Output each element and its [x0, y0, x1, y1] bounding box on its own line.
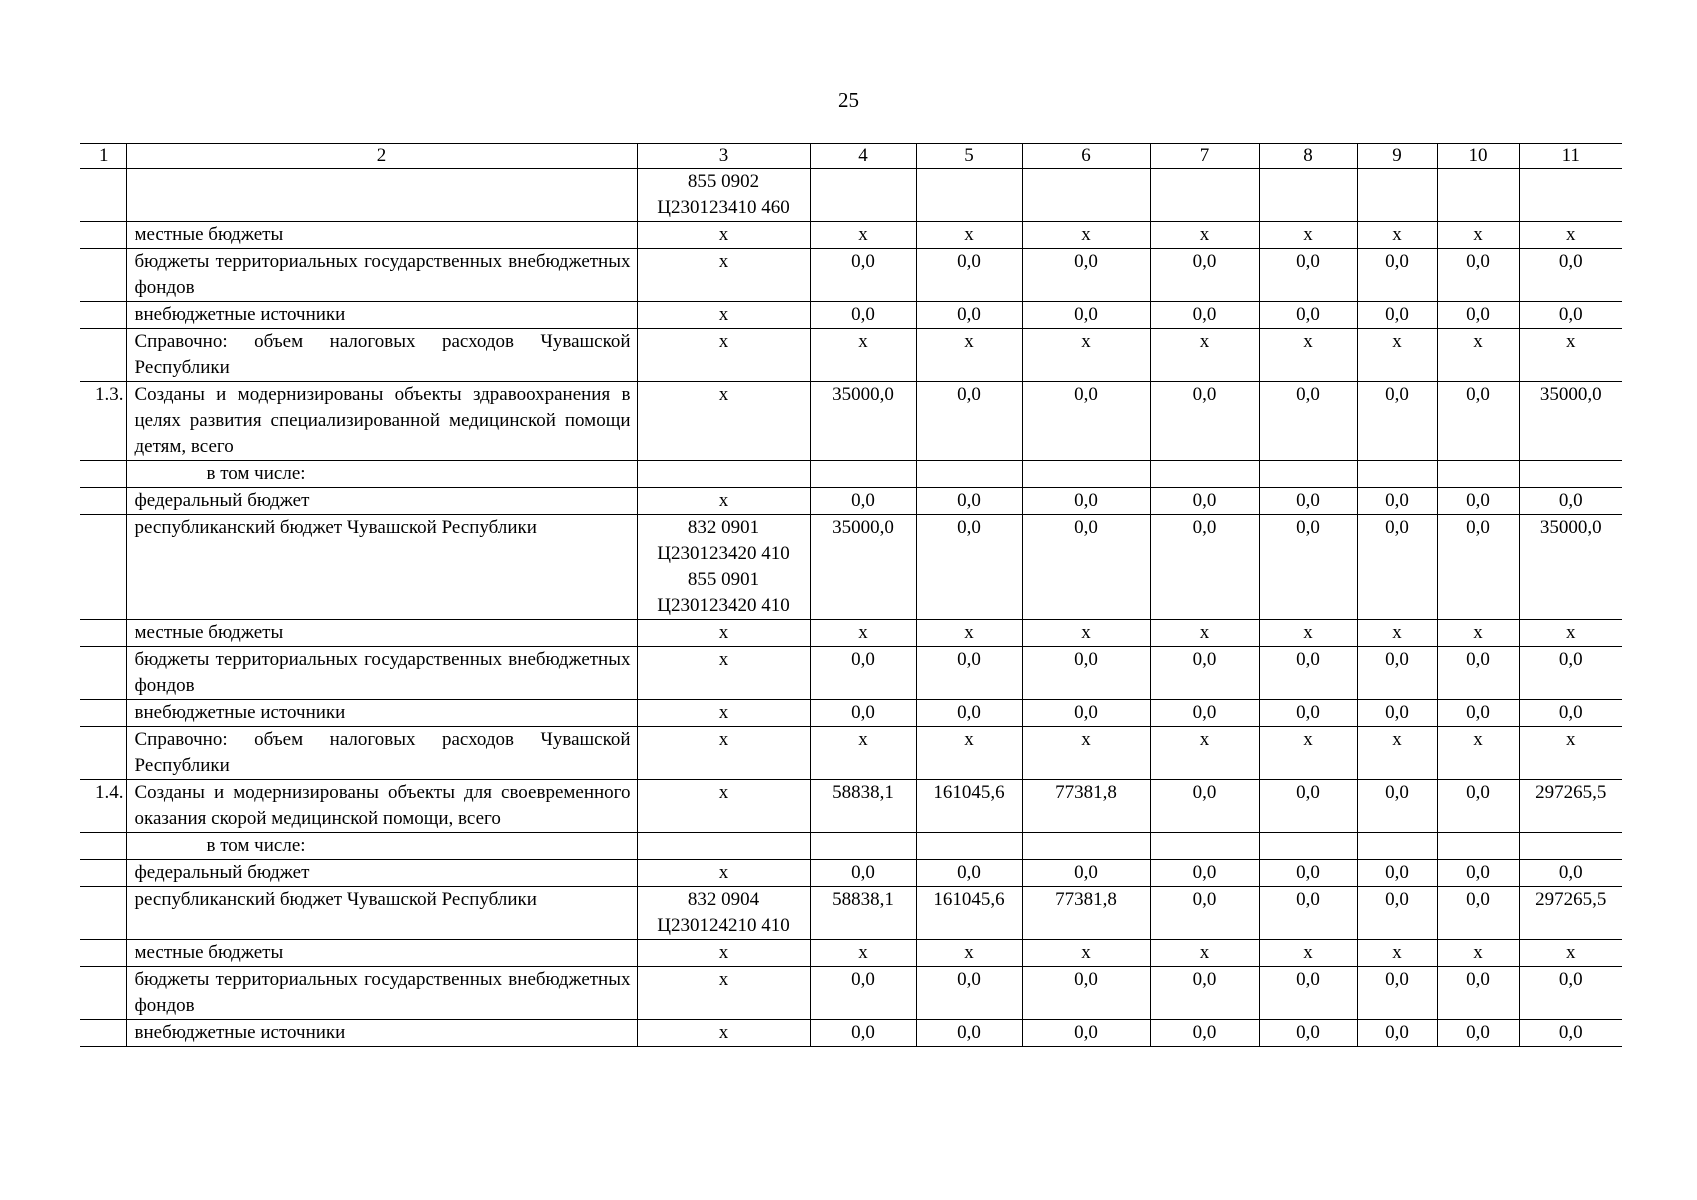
value-cell: 297265,5	[1519, 780, 1622, 833]
row-name-cell: республиканский бюджет Чувашской Республики	[126, 515, 637, 620]
value-cell: 0,0	[1150, 967, 1259, 1020]
row-number-cell	[80, 1020, 126, 1047]
table-row	[80, 222, 1622, 249]
value-cell: 0,0	[1022, 382, 1150, 461]
value-cell: 0,0	[1357, 249, 1437, 302]
row-number-cell	[80, 620, 126, 647]
value-cell: 0,0	[1022, 1020, 1150, 1047]
table-row	[80, 1020, 1622, 1047]
value-cell: 0,0	[1259, 488, 1357, 515]
budget-code-cell: х	[637, 302, 810, 329]
value-cell: х	[916, 222, 1022, 249]
value-cell	[916, 833, 1022, 860]
value-cell: 0,0	[810, 700, 916, 727]
header-cell: 11	[1519, 144, 1622, 169]
value-cell: х	[916, 727, 1022, 780]
value-cell: 0,0	[810, 488, 916, 515]
value-cell: х	[1437, 329, 1519, 382]
value-cell: 0,0	[1357, 1020, 1437, 1047]
budget-code-cell: х	[637, 222, 810, 249]
value-cell	[1022, 833, 1150, 860]
table-row	[80, 488, 1622, 515]
row-number-cell	[80, 967, 126, 1020]
row-name-cell: Справочно: объем налоговых расходов Чувашской Республики	[126, 727, 637, 780]
row-number-cell	[80, 887, 126, 940]
value-cell: 0,0	[1519, 302, 1622, 329]
page-number: 25	[838, 88, 859, 112]
value-cell: х	[1357, 727, 1437, 780]
value-cell: х	[1022, 222, 1150, 249]
value-cell: 77381,8	[1022, 887, 1150, 940]
value-cell: 0,0	[1357, 967, 1437, 1020]
row-name-cell	[126, 169, 637, 222]
budget-code-cell: х	[637, 727, 810, 780]
budget-code-cell: х	[637, 329, 810, 382]
value-cell	[1519, 169, 1622, 222]
value-cell: х	[1357, 940, 1437, 967]
value-cell: 0,0	[1259, 780, 1357, 833]
value-cell	[1150, 169, 1259, 222]
row-number-cell: 1.4.	[80, 780, 126, 833]
table-body	[80, 144, 1622, 1047]
value-cell	[1022, 461, 1150, 488]
budget-code-cell: 832 0901 Ц230123420 410 855 0901 Ц230123420 410	[637, 515, 810, 620]
value-cell	[1259, 833, 1357, 860]
value-cell: 0,0	[810, 1020, 916, 1047]
value-cell: х	[1437, 620, 1519, 647]
value-cell: 0,0	[1437, 488, 1519, 515]
value-cell: х	[1150, 329, 1259, 382]
table-row	[80, 647, 1622, 700]
value-cell: 0,0	[1022, 249, 1150, 302]
value-cell	[1437, 169, 1519, 222]
value-cell: 35000,0	[1519, 515, 1622, 620]
budget-code-cell: х	[637, 700, 810, 727]
row-number-cell	[80, 302, 126, 329]
value-cell: 0,0	[1022, 515, 1150, 620]
value-cell: х	[1357, 222, 1437, 249]
value-cell: 0,0	[810, 302, 916, 329]
row-name-cell: Созданы и модернизированы объекты для своевременного оказания скорой медицинской помощи, всего	[126, 780, 637, 833]
value-cell: 0,0	[1357, 780, 1437, 833]
row-name-cell: внебюджетные источники	[126, 1020, 637, 1047]
header-cell: 9	[1357, 144, 1437, 169]
budget-code-cell: х	[637, 249, 810, 302]
budget-table	[80, 143, 1622, 1047]
value-cell: 0,0	[1150, 860, 1259, 887]
value-cell: х	[1150, 940, 1259, 967]
value-cell: х	[1259, 620, 1357, 647]
header-cell: 6	[1022, 144, 1150, 169]
value-cell: 0,0	[1259, 249, 1357, 302]
budget-code-cell	[637, 461, 810, 488]
value-cell: 0,0	[1519, 967, 1622, 1020]
value-cell: х	[916, 620, 1022, 647]
value-cell: х	[1437, 727, 1519, 780]
value-cell: 0,0	[916, 860, 1022, 887]
value-cell: х	[810, 940, 916, 967]
budget-code-cell: х	[637, 1020, 810, 1047]
row-number-cell	[80, 488, 126, 515]
value-cell: 0,0	[1259, 302, 1357, 329]
value-cell: 0,0	[1022, 700, 1150, 727]
row-name-cell: внебюджетные источники	[126, 302, 637, 329]
value-cell: 0,0	[1357, 382, 1437, 461]
value-cell: 0,0	[1022, 302, 1150, 329]
value-cell: 0,0	[1519, 647, 1622, 700]
table-row	[80, 780, 1622, 833]
table-row	[80, 249, 1622, 302]
budget-code-cell: х	[637, 780, 810, 833]
value-cell: 0,0	[1357, 647, 1437, 700]
value-cell: х	[1150, 620, 1259, 647]
row-number-cell	[80, 727, 126, 780]
value-cell: 0,0	[916, 967, 1022, 1020]
row-number-cell	[80, 329, 126, 382]
row-name-cell: в том числе:	[126, 461, 637, 488]
value-cell: 35000,0	[810, 515, 916, 620]
table-row	[80, 329, 1622, 382]
row-number-cell	[80, 860, 126, 887]
value-cell: 0,0	[1519, 1020, 1622, 1047]
value-cell	[1150, 461, 1259, 488]
value-cell	[1357, 169, 1437, 222]
value-cell: х	[1259, 727, 1357, 780]
budget-code-cell: х	[637, 647, 810, 700]
table-row	[80, 302, 1622, 329]
header-cell: 10	[1437, 144, 1519, 169]
table-row	[80, 169, 1622, 222]
row-name-cell: бюджеты территориальных государственных внебюджетных фондов	[126, 967, 637, 1020]
value-cell: 161045,6	[916, 887, 1022, 940]
budget-code-cell: 832 0904 Ц230124210 410	[637, 887, 810, 940]
table-row	[80, 620, 1622, 647]
value-cell: х	[810, 727, 916, 780]
value-cell: 0,0	[1357, 700, 1437, 727]
value-cell: 0,0	[1022, 967, 1150, 1020]
value-cell	[1022, 169, 1150, 222]
row-name-cell: бюджеты территориальных государственных внебюджетных фондов	[126, 647, 637, 700]
value-cell: 0,0	[1259, 967, 1357, 1020]
value-cell: х	[810, 620, 916, 647]
value-cell	[1519, 833, 1622, 860]
value-cell: 0,0	[1519, 860, 1622, 887]
value-cell: 0,0	[1150, 302, 1259, 329]
header-cell: 4	[810, 144, 916, 169]
value-cell	[1357, 833, 1437, 860]
value-cell: х	[1437, 222, 1519, 249]
budget-code-cell: х	[637, 860, 810, 887]
row-name-cell: местные бюджеты	[126, 940, 637, 967]
budget-code-cell: 855 0902 Ц230123410 460	[637, 169, 810, 222]
value-cell: 0,0	[916, 1020, 1022, 1047]
value-cell: 0,0	[1519, 700, 1622, 727]
row-name-cell: Справочно: объем налоговых расходов Чувашской Республики	[126, 329, 637, 382]
row-name-cell: федеральный бюджет	[126, 488, 637, 515]
value-cell: 58838,1	[810, 780, 916, 833]
value-cell: 0,0	[1022, 488, 1150, 515]
value-cell	[1437, 833, 1519, 860]
value-cell: 0,0	[1259, 647, 1357, 700]
value-cell: х	[1022, 329, 1150, 382]
value-cell: 0,0	[1259, 860, 1357, 887]
table-row	[80, 700, 1622, 727]
value-cell: 35000,0	[810, 382, 916, 461]
header-cell: 2	[126, 144, 637, 169]
value-cell: 0,0	[1022, 860, 1150, 887]
value-cell: х	[1022, 727, 1150, 780]
value-cell: 0,0	[1519, 249, 1622, 302]
table-row	[80, 515, 1622, 620]
value-cell: х	[1150, 222, 1259, 249]
value-cell: 0,0	[1437, 700, 1519, 727]
row-name-cell: местные бюджеты	[126, 620, 637, 647]
value-cell: х	[1519, 940, 1622, 967]
value-cell: 0,0	[810, 647, 916, 700]
value-cell: 0,0	[1437, 860, 1519, 887]
table-row	[80, 833, 1622, 860]
row-number-cell	[80, 700, 126, 727]
header-cell: 3	[637, 144, 810, 169]
value-cell: х	[1022, 940, 1150, 967]
value-cell: 0,0	[810, 249, 916, 302]
value-cell: 0,0	[1437, 647, 1519, 700]
row-name-cell: федеральный бюджет	[126, 860, 637, 887]
value-cell: 0,0	[1357, 515, 1437, 620]
table-row	[80, 860, 1622, 887]
value-cell: 0,0	[1519, 488, 1622, 515]
value-cell	[1519, 461, 1622, 488]
value-cell: 0,0	[1150, 1020, 1259, 1047]
value-cell: 77381,8	[1022, 780, 1150, 833]
value-cell: х	[1519, 222, 1622, 249]
budget-code-cell: х	[637, 967, 810, 1020]
value-cell: 0,0	[1259, 887, 1357, 940]
value-cell: х	[1150, 727, 1259, 780]
value-cell: 0,0	[916, 515, 1022, 620]
budget-code-cell: х	[637, 940, 810, 967]
row-number-cell: 1.3.	[80, 382, 126, 461]
header-cell: 5	[916, 144, 1022, 169]
table-row	[80, 727, 1622, 780]
value-cell: 0,0	[1357, 302, 1437, 329]
value-cell: 161045,6	[916, 780, 1022, 833]
value-cell: 0,0	[1357, 860, 1437, 887]
value-cell: 0,0	[810, 860, 916, 887]
row-name-cell: бюджеты территориальных государственных внебюджетных фондов	[126, 249, 637, 302]
value-cell: 0,0	[1357, 887, 1437, 940]
value-cell: 0,0	[1150, 780, 1259, 833]
budget-code-cell: х	[637, 620, 810, 647]
value-cell: х	[810, 329, 916, 382]
value-cell: 0,0	[1437, 887, 1519, 940]
value-cell: 0,0	[1150, 515, 1259, 620]
value-cell	[1150, 833, 1259, 860]
value-cell	[916, 461, 1022, 488]
value-cell: 0,0	[916, 647, 1022, 700]
value-cell: 35000,0	[1519, 382, 1622, 461]
row-name-cell: внебюджетные источники	[126, 700, 637, 727]
value-cell: 0,0	[1437, 515, 1519, 620]
table-row	[80, 967, 1622, 1020]
value-cell	[1259, 461, 1357, 488]
value-cell	[810, 833, 916, 860]
value-cell: х	[1519, 329, 1622, 382]
value-cell: 0,0	[916, 382, 1022, 461]
value-cell: 0,0	[1150, 647, 1259, 700]
value-cell: 0,0	[916, 700, 1022, 727]
row-number-cell	[80, 940, 126, 967]
value-cell: 0,0	[1150, 249, 1259, 302]
value-cell: 0,0	[1437, 302, 1519, 329]
row-name-cell: Созданы и модернизированы объекты здравоохранения в целях развития специализированной медицинской помощи детям, всего	[126, 382, 637, 461]
value-cell: 0,0	[1259, 1020, 1357, 1047]
value-cell: 0,0	[1259, 700, 1357, 727]
row-number-cell	[80, 461, 126, 488]
value-cell: 0,0	[916, 249, 1022, 302]
value-cell: 58838,1	[810, 887, 916, 940]
row-number-cell	[80, 647, 126, 700]
row-name-cell: республиканский бюджет Чувашской Республики	[126, 887, 637, 940]
value-cell	[810, 461, 916, 488]
header-cell: 8	[1259, 144, 1357, 169]
value-cell: х	[916, 940, 1022, 967]
value-cell: 0,0	[1437, 249, 1519, 302]
table-row	[80, 382, 1622, 461]
value-cell	[1357, 461, 1437, 488]
value-cell	[1259, 169, 1357, 222]
value-cell: х	[1022, 620, 1150, 647]
table-row	[80, 461, 1622, 488]
row-name-cell: в том числе:	[126, 833, 637, 860]
value-cell: 0,0	[1437, 382, 1519, 461]
value-cell: 0,0	[1150, 700, 1259, 727]
budget-code-cell: х	[637, 488, 810, 515]
table-row	[80, 940, 1622, 967]
value-cell: 0,0	[1022, 647, 1150, 700]
column-number-row	[80, 144, 1622, 169]
table-row	[80, 887, 1622, 940]
row-number-cell	[80, 222, 126, 249]
value-cell: 0,0	[916, 488, 1022, 515]
value-cell	[1437, 461, 1519, 488]
value-cell: 0,0	[1150, 887, 1259, 940]
value-cell: х	[1437, 940, 1519, 967]
value-cell: х	[1519, 727, 1622, 780]
value-cell: 0,0	[1150, 382, 1259, 461]
value-cell: 0,0	[1437, 780, 1519, 833]
value-cell: 0,0	[916, 302, 1022, 329]
budget-code-cell: х	[637, 382, 810, 461]
header-cell: 7	[1150, 144, 1259, 169]
value-cell: 0,0	[1259, 382, 1357, 461]
value-cell: х	[1259, 329, 1357, 382]
value-cell: 0,0	[1437, 1020, 1519, 1047]
value-cell: х	[1357, 329, 1437, 382]
value-cell: 0,0	[810, 967, 916, 1020]
value-cell: 0,0	[1150, 488, 1259, 515]
value-cell: х	[1259, 222, 1357, 249]
value-cell: х	[1357, 620, 1437, 647]
value-cell: х	[1519, 620, 1622, 647]
value-cell	[916, 169, 1022, 222]
value-cell: х	[810, 222, 916, 249]
value-cell: 0,0	[1259, 515, 1357, 620]
row-number-cell	[80, 249, 126, 302]
budget-code-cell	[637, 833, 810, 860]
row-number-cell	[80, 169, 126, 222]
value-cell: 0,0	[1437, 967, 1519, 1020]
value-cell: 297265,5	[1519, 887, 1622, 940]
value-cell: 0,0	[1357, 488, 1437, 515]
row-number-cell	[80, 833, 126, 860]
header-cell: 1	[80, 144, 126, 169]
value-cell	[810, 169, 916, 222]
value-cell: х	[916, 329, 1022, 382]
value-cell: х	[1259, 940, 1357, 967]
row-name-cell: местные бюджеты	[126, 222, 637, 249]
row-number-cell	[80, 515, 126, 620]
